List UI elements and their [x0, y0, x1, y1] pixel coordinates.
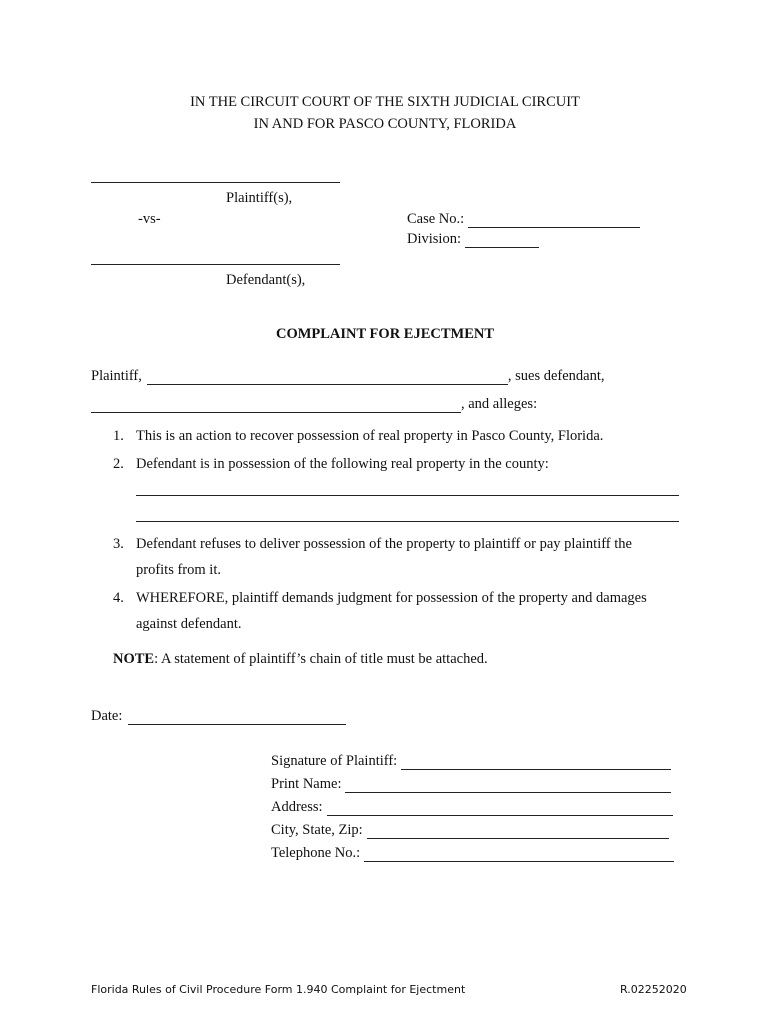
intro-line-2 — [91, 396, 537, 413]
plaintiff-label: Plaintiff(s), — [226, 190, 293, 206]
intro-sues-label: , sues defendant, — [507, 368, 605, 384]
defendant-label: Defendant(s), — [226, 272, 306, 288]
paragraph-4-number: 4. — [113, 590, 124, 606]
note-label: NOTE — [113, 651, 155, 667]
paragraph-4-line-2: against defendant. — [136, 616, 242, 632]
date-field — [91, 708, 346, 725]
signature-field — [271, 753, 671, 770]
division-line[interactable] — [465, 234, 539, 248]
note-text: : A statement of plaintiff’s chain of title must be attached. — [154, 651, 488, 667]
address-field — [271, 799, 673, 816]
intro-defendant-name-line[interactable] — [91, 399, 461, 413]
paragraph-1-text: This is an action to recover possession of real property in Pasco County, Florida. — [136, 428, 604, 444]
court-heading-line1: IN THE CIRCUIT COURT OF THE SIXTH JUDICIAL CIRCUIT — [190, 94, 580, 110]
intro-line-1 — [91, 368, 605, 385]
defendant-name-line[interactable] — [91, 264, 340, 265]
paragraph-2-number: 2. — [113, 456, 124, 472]
telephone-line[interactable] — [364, 848, 674, 862]
paragraph-3-line-1: Defendant refuses to deliver possession of the property to plaintiff or pay plaintiff the — [136, 536, 632, 552]
intro-plaintiff-name-line[interactable] — [147, 371, 508, 385]
intro-plaintiff-label: Plaintiff, — [91, 368, 142, 384]
print-name-label: Print Name: — [271, 776, 342, 792]
court-heading-line2: IN AND FOR PASCO COUNTY, FLORIDA — [253, 116, 517, 132]
note — [113, 651, 488, 668]
case-number-field — [407, 211, 640, 228]
address-label: Address: — [271, 799, 323, 815]
division-label: Division: — [407, 231, 461, 247]
print-name-line[interactable] — [345, 779, 671, 793]
paragraph-3-line-2: profits from it. — [136, 562, 221, 578]
property-description-line-2[interactable] — [136, 521, 679, 522]
print-name-field — [271, 776, 671, 793]
address-line[interactable] — [327, 802, 673, 816]
case-number-label: Case No.: — [407, 211, 465, 227]
signature-line[interactable] — [401, 756, 671, 770]
paragraph-4-line-1: WHEREFORE, plaintiff demands judgment for possession of the property and damages — [136, 590, 647, 606]
paragraph-3-number: 3. — [113, 536, 124, 552]
date-line[interactable] — [128, 711, 346, 725]
signature-label: Signature of Plaintiff: — [271, 753, 398, 769]
telephone-label: Telephone No.: — [271, 845, 361, 861]
document-title: COMPLAINT FOR EJECTMENT — [275, 326, 495, 342]
property-description-line-1[interactable] — [136, 495, 679, 496]
date-label: Date: — [91, 708, 123, 724]
city-state-zip-line[interactable] — [367, 825, 669, 839]
telephone-field — [271, 845, 674, 862]
city-state-zip-label: City, State, Zip: — [271, 822, 363, 838]
city-state-zip-field — [271, 822, 669, 839]
versus-label: -vs- — [138, 211, 161, 227]
paragraph-2-text: Defendant is in possession of the following real property in the county: — [136, 456, 549, 472]
footer-revision: R.02252020 — [620, 983, 687, 996]
plaintiff-name-line[interactable] — [91, 182, 340, 183]
paragraph-1-number: 1. — [113, 428, 124, 444]
case-number-line[interactable] — [468, 214, 640, 228]
intro-alleges-label: , and alleges: — [461, 396, 538, 412]
division-field — [407, 231, 539, 248]
footer-form-title: Florida Rules of Civil Procedure Form 1.940 Complaint for Ejectment — [91, 983, 466, 996]
